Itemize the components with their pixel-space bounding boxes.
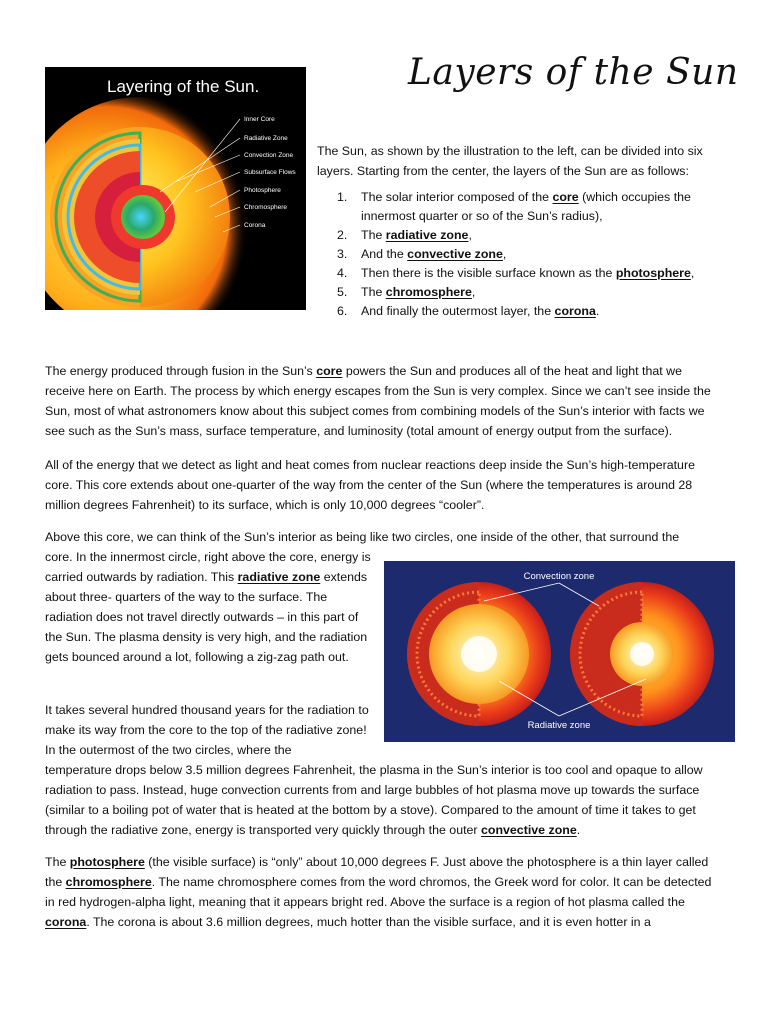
figure1-label: Photosphere: [244, 187, 281, 194]
paragraph-radiation-time: It takes several hundred thousand years for the radiation to make its way from the core to the top of the radiative zone! In the outermost of the two circles, where the: [45, 703, 369, 757]
list-item: 5. The chromosphere,: [337, 285, 476, 299]
keyword-photosphere: photosphere: [615, 266, 691, 280]
list-item: 6. And finally the outermost layer, the corona.: [337, 304, 600, 318]
figure1-label: Inner Core: [244, 116, 275, 123]
keyword-convective-zone: convective zone: [407, 247, 503, 261]
paragraph-core: All of the energy that we detect as light and heat comes from nuclear reactions deep inside the Sun’s high-temperature core. This core extends about one-quarter of the way from the center of the Sun (where the temperatures is around 28 million degrees Fahrenheit) to its surface, which is only 10,000 degrees “cooler”.: [45, 458, 695, 512]
convection-radiation-illustration: [384, 561, 735, 742]
figure1-label: Chromosphere: [244, 204, 287, 211]
page-title: Layers of the Sun: [408, 52, 739, 93]
intro-text: The Sun, as shown by the illustration to the left, can be divided into six layers. Starting from the center, the layers of the Sun are as follows:: [317, 144, 703, 178]
figure1-label: Corona: [244, 222, 266, 229]
figure2-label-convection: Convection zone: [523, 571, 595, 582]
figure1-label: Subsurface Flows: [244, 169, 296, 176]
paragraph-radiative: core. In the innermost circle, right above the core, energy is carried outwards by radiation. This radiative zone extends about three- quarters of the way to the surface. The radiation does not travel directly outwards – in this part of the Sun. The plasma density is very high, and the radiation gets bounced around a lot, following a zig-zag path out.: [45, 550, 371, 664]
paragraph-convection: temperature drops below 3.5 million degrees Fahrenheit, the plasma in the Sun’s interior is too cool and opaque to allow radiation to pass. Instead, huge convection currents from and large bubbles of hot plasma move up towards the surface (similar to a boiling pot of water that is heated at the bottom by a stove). Compared to the amount of time it takes to get through the radiative zone, energy is transported very quickly through the outer convective zone.: [45, 763, 703, 837]
figure1-label: Convection Zone: [244, 152, 294, 159]
paragraph-photosphere: The photosphere (the visible surface) is “only” about 10,000 degrees F. Just above the photosphere is a thin layer called the chromosphere. The name chromosphere comes from the word chromos, the Greek word for color. It can be detected in red hydrogen-alpha light, meaning that it appears bright red. Above the surface is a region of hot plasma called the corona. The corona is about 3.6 million degrees, much hotter than the visible surface, and it is even hotter in a: [45, 855, 712, 929]
figure2-label-radiative: Radiative zone: [527, 720, 591, 731]
keyword-corona: corona: [554, 304, 596, 318]
list-item: 2. The radiative zone,: [337, 228, 472, 242]
list-item: 1. The solar interior composed of the core (which occupies the innermost quarter or so of the Sun’s radius),: [337, 190, 691, 223]
list-item: 4. Then there is the visible surface known as the photosphere,: [337, 266, 695, 280]
figure1-heading: Layering of the Sun.: [107, 77, 260, 96]
keyword-core: core: [552, 190, 579, 204]
paragraph-interior-top: Above this core, we can think of the Sun’s interior as being like two circles, one inside of the other, that surround the: [45, 530, 680, 544]
list-item: 3. And the convective zone,: [337, 247, 507, 261]
keyword-radiative-zone: radiative zone: [385, 228, 469, 242]
paragraph-energy: The energy produced through fusion in the Sun’s core powers the Sun and produces all of the heat and light that we receive here on Earth. The process by which energy escapes from the Sun is very complex. Since we can’t see inside the Sun, most of what astronomers know about this subject comes from combining models of the Sun’s interior with facts we see such as the Sun’s mass, surface temperature, and luminosity (total amount of energy output from the surface).: [45, 364, 711, 438]
figure1-label: Radiative Zone: [244, 135, 288, 142]
sun-layering-illustration: [45, 67, 306, 310]
keyword-chromosphere: chromosphere: [385, 285, 472, 299]
layers-list: [337, 188, 737, 321]
